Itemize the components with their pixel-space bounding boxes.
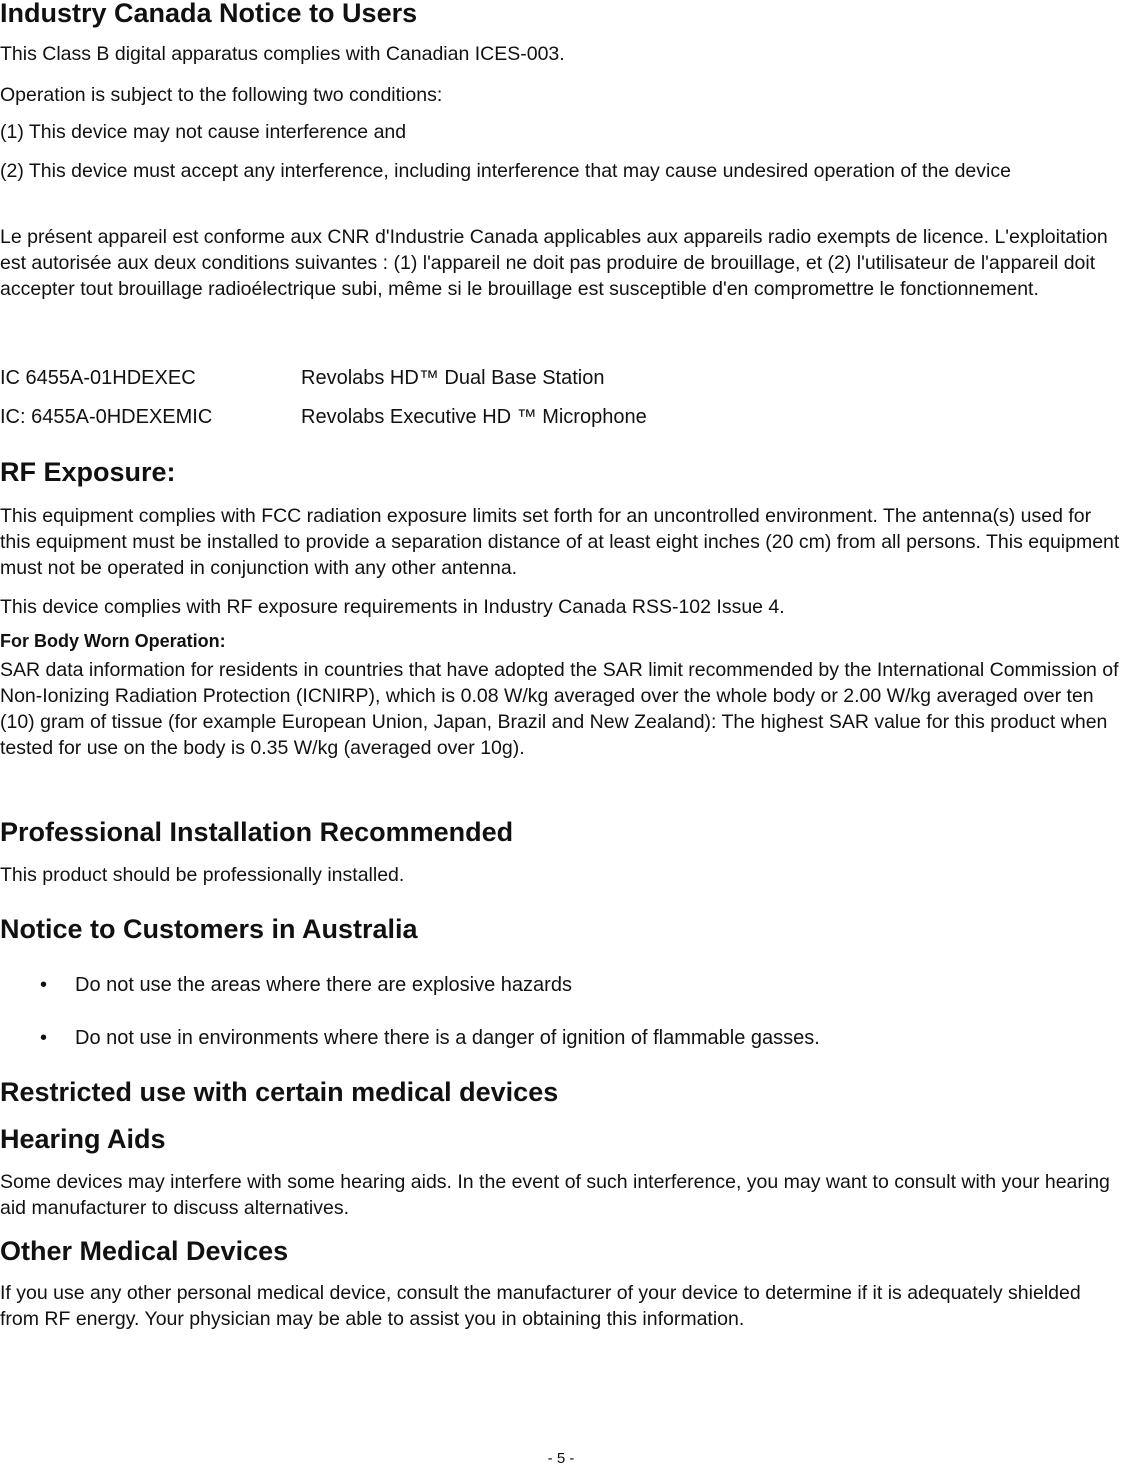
ic-code: IC 6455A-01HDEXEC: [0, 367, 196, 389]
other-medical-text: If you use any other personal medical device, consult the manufacturer of your device to determine if it is adequately shielded from RF energy. Your physician may be able to assist you in obtaining this information.: [0, 1282, 1081, 1330]
fcc-exposure-text: This equipment complies with FCC radiation exposure limits set forth for an uncontrolled environment. The antenna(s) used for this equipment must be installed to provide a separation distance of at least eight inches (20 cm) from all persons. This equipment must not be operated in conjunction with any other antenna.: [0, 505, 1120, 579]
conditions-intro-text: Operation is subject to the following two conditions:: [0, 84, 443, 106]
professional-install-text: This product should be professionally installed.: [0, 864, 405, 886]
heading-hearing-aids: Hearing Aids: [0, 1124, 166, 1154]
condition-1-text: (1) This device may not cause interference and: [0, 121, 407, 143]
body-worn-heading: For Body Worn Operation:: [0, 631, 226, 651]
heading-industry-canada: Industry Canada Notice to Users: [0, 0, 418, 28]
french-notice-text: Le présent appareil est conforme aux CNR d'Industrie Canada applicables aux appareils radio exempts de licence. L'exploitation est autorisée aux deux conditions suivantes : (1) l'appareil ne doit pas produire de brouillage, et (2) l'utilisateur de l'appareil doit accepter tout brouillage radioélectrique subi, même si le brouillage est susceptible d'en compromettre le fonctionnement.: [0, 226, 1108, 300]
bullet-icon: •: [40, 1027, 48, 1049]
sar-info-text: SAR data information for residents in countries that have adopted the SAR limit recommended by the International Commission of Non-Ionizing Radiation Protection (ICNIRP), which is 0.08 W/kg averaged over the whole body or 2.00 W/kg averaged over ten (10) gram of tissue (for example European Union, Japan, Brazil and New Zealand): The highest SAR value for this product when tested for use on the body is 0.35 W/kg (averaged over 10g).: [0, 659, 1119, 759]
list-item-text: Do not use in environments where there is a danger of ignition of flammable gasses.: [75, 1027, 820, 1049]
bullet-icon: •: [40, 974, 48, 996]
list-item-text: Do not use the areas where there are explosive hazards: [75, 974, 572, 996]
ic-code: IC: 6455A-0HDEXEMIC: [0, 406, 213, 428]
rss102-text: This device complies with RF exposure requirements in Industry Canada RSS-102 Issue 4.: [0, 596, 785, 618]
ic-description: Revolabs HD™ Dual Base Station: [301, 367, 605, 389]
ic-description: Revolabs Executive HD ™ Microphone: [301, 406, 647, 428]
heading-other-medical: Other Medical Devices: [0, 1236, 289, 1266]
page-number: - 5 -: [547, 1450, 575, 1467]
hearing-aids-text: Some devices may interfere with some hearing aids. In the event of such interference, you may want to consult with your hearing aid manufacturer to discuss alternatives.: [0, 1171, 1110, 1219]
heading-professional-installation: Professional Installation Recommended: [0, 817, 514, 847]
heading-medical-devices: Restricted use with certain medical devices: [0, 1077, 559, 1107]
ices-compliance-text: This Class B digital apparatus complies with Canadian ICES-003.: [0, 43, 565, 65]
heading-australia: Notice to Customers in Australia: [0, 914, 418, 944]
condition-2-text: (2) This device must accept any interference, including interference that may cause undesired operation of the device: [0, 160, 1011, 182]
heading-rf-exposure: RF Exposure:: [0, 457, 176, 487]
